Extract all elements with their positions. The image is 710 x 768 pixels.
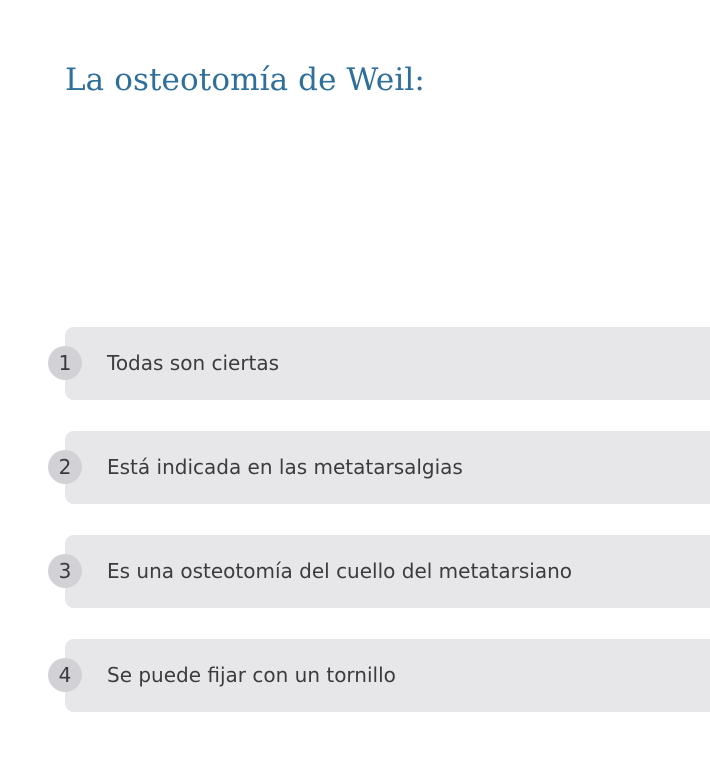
answer-option-2[interactable] [58,431,710,504]
answer-option-1[interactable] [58,327,710,400]
option-label: Es una osteotomía del cuello del metatarsiano [107,559,573,583]
answer-option-3[interactable] [58,535,710,608]
question-title: La osteotomía de Weil: [65,62,425,98]
option-label: Está indicada en las metatarsalgias [107,455,463,479]
option-number-badge: 2 [48,450,82,484]
option-label: Se puede fijar con un tornillo [107,663,396,687]
option-number-badge: 1 [48,346,82,380]
answer-option-4[interactable] [58,639,710,712]
option-label: Todas son ciertas [107,351,280,375]
option-number-badge: 3 [48,554,82,588]
option-number-badge: 4 [48,658,82,692]
